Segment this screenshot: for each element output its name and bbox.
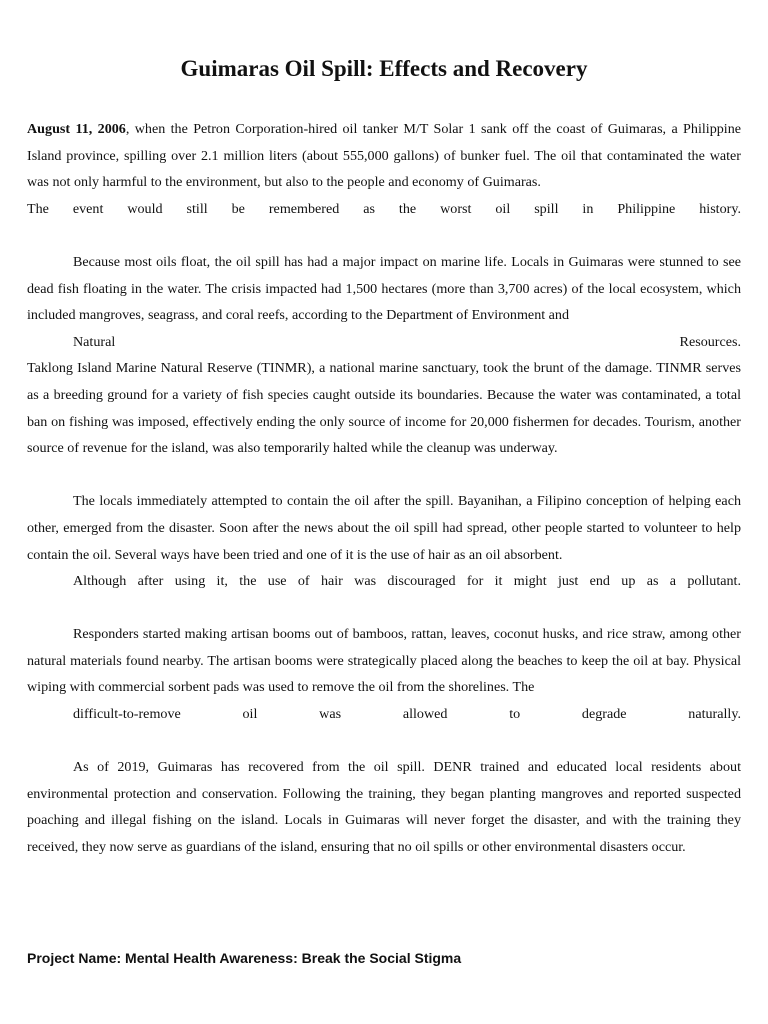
- paragraph-spacer: [27, 222, 741, 249]
- paragraph-2-text: Because most oils float, the oil spill has had a major impact on marine life. Locals in Guimaras were stunned to see dead fish floating in the water. The crisis impacted had 1,500 hectares (more than 3,700 acres) of the local ecosystem, which included mangroves, seagrass, and coral reefs, according to the Department of Environment and: [27, 253, 741, 324]
- paragraph-spacer: [27, 462, 741, 489]
- paragraph-5-text: Responders started making artisan booms out of bamboos, rattan, leaves, coconut husks, and rice straw, among other natural materials found nearby. The artisan booms were strategically placed along the beaches to keep the oil at bay. Physical wiping with commercial sorbent pads was used to remove the oil from the shorelines. The: [27, 626, 741, 696]
- paragraph-1-text: , when the Petron Corporation-hired oil tanker M/T Solar 1 sank off the coast of Guimaras, a Philippine Island province, spilling over 2.1 million liters (about 555,000 gallons) of bunker fuel. The oil that contaminated the water was not only harmful to the environment, but also to the people and economy of Guimaras.: [27, 121, 742, 191]
- paragraph-5-last-line: difficult-to-remove oil was allowed to degrade naturally.: [73, 706, 741, 723]
- paragraph-4-text: The locals immediately attempted to contain the oil after the spill. Bayanihan, a Filipino conception of helping each other, emerged from the disaster. Soon after the news about the oil spill had spread, other people started to volunteer to help contain the oil. Several ways have been tried and one of it is the use of hair as an oil absorbent.: [27, 493, 741, 563]
- paragraph-2: [27, 249, 741, 355]
- paragraph-6: As of 2019, Guimaras has recovered from the oil spill. DENR trained and educated local residents about environmental protection and conservation. Following the training, they began planting mangroves and reported suspected poaching and illegal fishing on the island. Locals in Guimaras will never forget the disaster, and with the training they received, they now serve as guardians of the island, ensuring that no oil spills or other environmental disasters occur.: [27, 759, 741, 856]
- paragraph-4: [27, 488, 741, 594]
- paragraph-1: [27, 116, 741, 222]
- document-body: [27, 116, 741, 861]
- paragraph-2-last-line: Natural Resources.: [73, 333, 741, 350]
- paragraph-spacer: [27, 595, 741, 622]
- paragraph-3: Taklong Island Marine Natural Reserve (TINMR), a national marine sanctuary, took the brunt of the damage. TINMR serves as a breeding ground for a variety of fish species caught outside its boundaries. Because the water was contaminated, a total ban on fishing was imposed, effectively ending the only source of income for 20,000 fishermen for decades. Tourism, another source of revenue for the island, was also temporarily halted while the cleanup was underway.: [27, 360, 741, 457]
- paragraph-1-last-line: The event would still be remembered as the worst oil spill in Philippine history.: [27, 200, 741, 217]
- paragraph-spacer: [27, 728, 741, 755]
- page-title: Guimaras Oil Spill: Effects and Recovery: [180, 56, 588, 81]
- project-name: Project Name: Mental Health Awareness: Break the Social Stigma: [27, 950, 462, 966]
- date-text: August 11, 2006: [27, 121, 126, 137]
- paragraph-5: [27, 621, 741, 727]
- paragraph-4-last-line: Although after using it, the use of hair was discouraged for it might just end up as a pollutant.: [73, 573, 741, 590]
